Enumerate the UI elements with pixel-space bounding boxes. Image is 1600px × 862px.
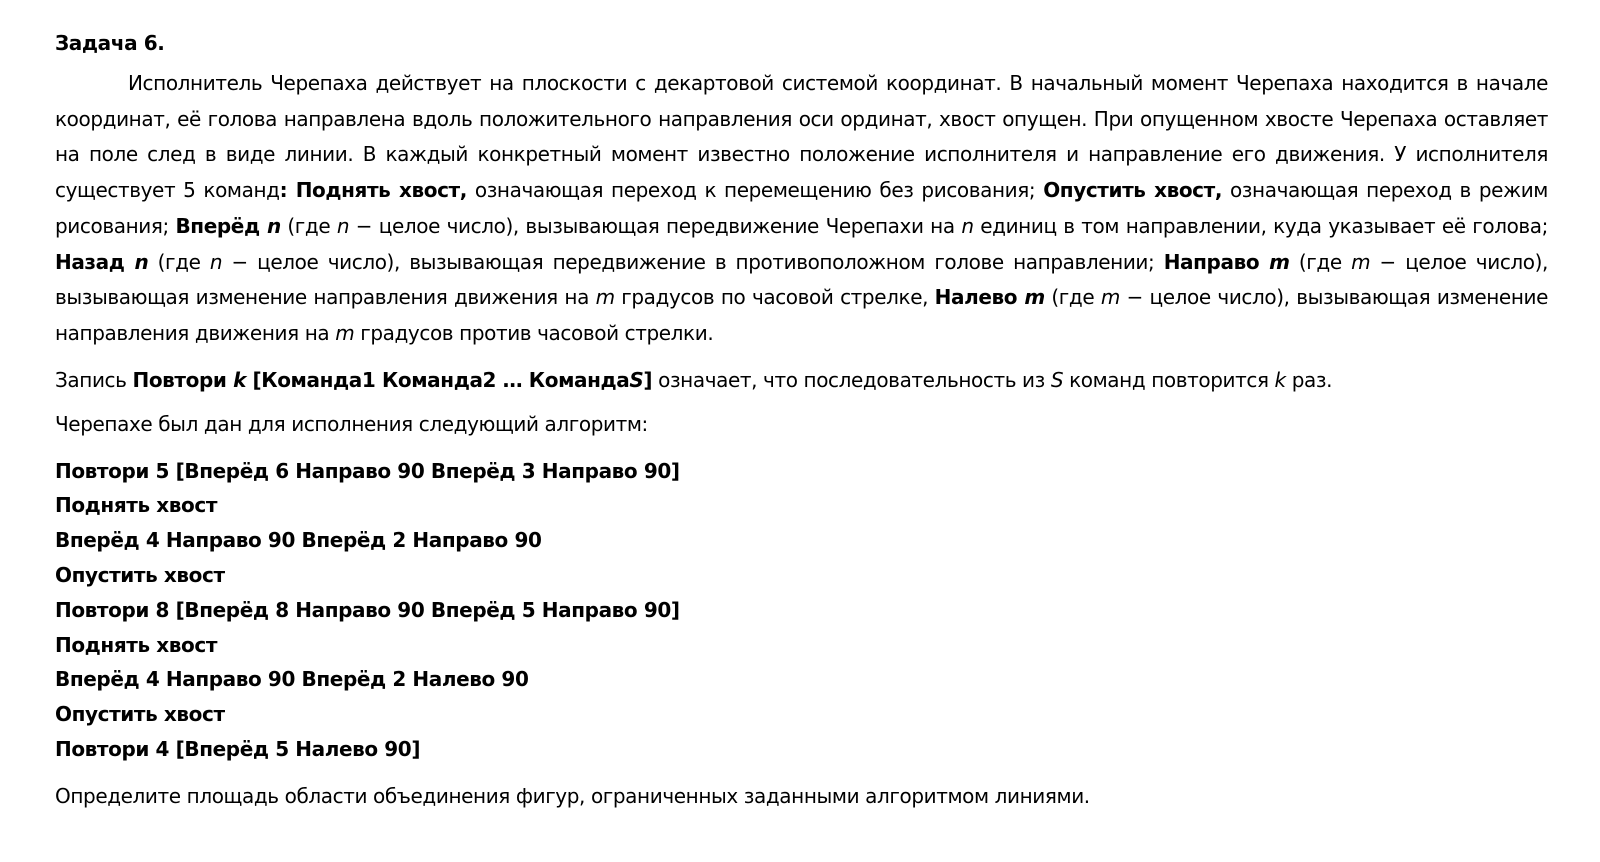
var-n: n	[134, 249, 149, 274]
algorithm-line: Поднять хвост	[55, 493, 218, 518]
algorithm-line: Повтори 5 [Вперёд 6 Направо 90 Вперёд 3 Направо 90]	[55, 458, 680, 483]
cmd-left: Налево	[934, 285, 1025, 310]
intro-text: Исполнитель Черепаха действует на плоскости с декартовой системой координат. В начальный момент Черепаха находится в начале координат, её голова направлена вдоль положительного направления оси ординат, хвост опущен. При опущенном хвосте Черепаха оставляет на поле след в виде линии. В каждый конкретный момент известно положение исполнителя и направление его движения. У исполнителя существует 5 команд	[55, 71, 1548, 203]
intro-text: (где	[1289, 249, 1352, 274]
var-n: n	[961, 213, 974, 238]
var-k: k	[233, 367, 246, 392]
intro-text: единиц в том направлении, куда указывает её голова;	[973, 213, 1548, 238]
cmd-list: [Команда1 Команда2 … Команда	[245, 367, 630, 392]
intro-text: (где	[1044, 285, 1101, 310]
algorithm-line: Повтори 4 [Вперёд 5 Налево 90]	[55, 737, 421, 761]
var-m: m	[1024, 285, 1045, 310]
intro-text: (где	[148, 249, 210, 274]
intro-text: означающая переход в режим рисования;	[55, 178, 1548, 238]
intro-text: − целое число), вызывающая передвижение в противоположном голове направлении;	[222, 249, 1164, 274]
algorithm-line: Опустить хвост	[55, 563, 225, 588]
cmd-right: Направо	[1163, 249, 1270, 274]
algorithm-line: Опустить хвост	[55, 702, 225, 727]
intro-text: градусов по часовой стрелке,	[614, 285, 935, 310]
algorithm-block	[55, 454, 1548, 767]
intro-text: (где	[280, 213, 337, 238]
algorithm-line: Повтори 8 [Вперёд 8 Направо 90 Вперёд 5 Направо 90]	[55, 597, 680, 622]
intro-text: градусов против часовой стрелки.	[354, 320, 714, 345]
cmd-back: Назад	[55, 249, 135, 274]
var-m: m	[1100, 285, 1120, 310]
var-s: S	[629, 367, 644, 392]
intro-paragraph	[55, 66, 1548, 352]
algorithm-line: Вперёд 4 Направо 90 Вперёд 2 Налево 90	[55, 667, 529, 692]
question-text: Определите площадь области объединения фигур, ограниченных заданными алгоритмом линиями.	[55, 783, 1090, 808]
cmd-repeat: Повтори	[132, 367, 234, 392]
given-text: Черепахе был дан для исполнения следующий алгоритм:	[55, 411, 648, 436]
var-k: k	[1274, 367, 1286, 392]
var-m: m	[1269, 249, 1290, 274]
algorithm-line: Поднять хвост	[55, 632, 218, 657]
var-n: n	[336, 213, 350, 238]
intro-text: − целое число), вызывающая изменение направления движения на	[55, 249, 1548, 310]
cmd-forward: Вперёд	[175, 213, 267, 238]
var-n: n	[209, 249, 223, 274]
task-title: Задача 6.	[55, 31, 165, 55]
intro-text: − целое число), вызывающая изменение направления движения на	[55, 285, 1549, 345]
cmd-pen-up: : Поднять хвост,	[279, 178, 467, 203]
var-n: n	[266, 213, 281, 238]
var-s: S	[1050, 367, 1064, 392]
var-m: m	[1351, 249, 1371, 274]
cmd-pen-down: Опустить хвост,	[1043, 178, 1223, 203]
intro-text: − целое число), вызывающая передвижение Черепахи на	[349, 213, 962, 238]
var-m: m	[595, 285, 615, 310]
algorithm-line: Вперёд 4 Направо 90 Вперёд 2 Направо 90	[55, 528, 542, 553]
repeat-note: Запись Повтори k [Команда1 Команда2 … КомандаS] означает, что последовательность из S команд повторится k раз.	[55, 367, 1333, 392]
intro-text: означающая переход к перемещению без рисования;	[466, 178, 1044, 203]
var-m: m	[335, 320, 355, 345]
